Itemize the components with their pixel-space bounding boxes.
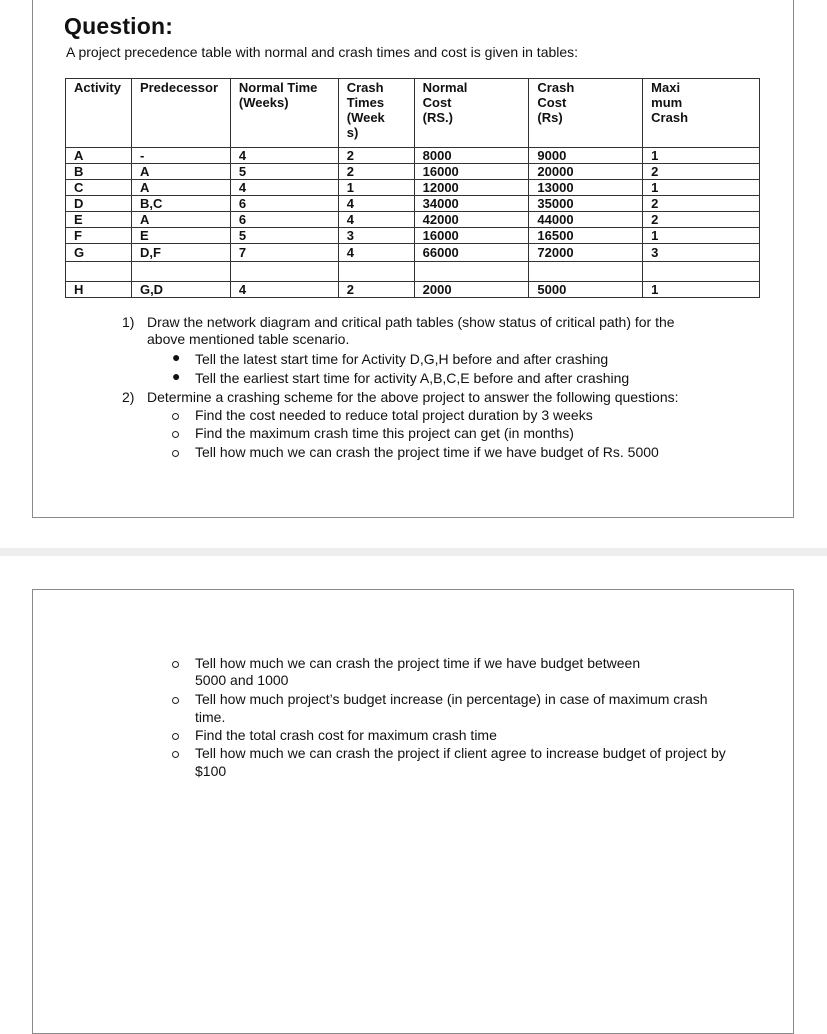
cell-crash-time: 4 [338,244,414,262]
cell-normal-time: 6 [230,212,338,228]
cell-crash-time: 4 [338,196,414,212]
table-row [66,148,760,164]
table-row [66,244,760,262]
q1-text-line2: above mentioned table scenario. [147,331,350,347]
cell-predecessor: A [131,164,230,180]
cell-maximum-crash: 1 [643,282,760,298]
cell-crash-cost: 16500 [529,228,643,244]
q1-bullet: Tell the latest start time for Activity D,G,H before and after crashing [195,351,609,367]
cell-predecessor: A [131,212,230,228]
cell-activity: C [66,180,132,196]
cell-normal-cost: 42000 [414,212,529,228]
cell-activity: H [66,282,132,298]
cell-maximum-crash: 3 [643,244,760,262]
circle-bullet-icon [172,450,179,457]
bullet-icon: ● [172,349,181,365]
cell-predecessor: E [131,228,230,244]
cell-crash-time: 2 [338,282,414,298]
header-activity: Activity [66,79,132,148]
page-separator [0,548,827,556]
q2-item: Find the cost needed to reduce total project duration by 3 weeks [195,407,593,423]
cell-normal-cost: 16000 [414,164,529,180]
circle-bullet-icon [172,431,179,438]
cell-crash-time: 2 [338,164,414,180]
cell-crash-time: 4 [338,212,414,228]
table-row [66,164,760,180]
cell-crash-cost: 72000 [529,244,643,262]
cell-normal-time: 4 [230,148,338,164]
q2-item: Tell how much we can crash the project time if we have budget of Rs. 5000 [195,444,659,460]
cell-predecessor: D,F [131,244,230,262]
page2-item-line1: Tell how much we can crash the project time if we have budget between [195,655,641,671]
page2-item-line2: $100 [195,763,227,779]
cell-crash-cost: 35000 [529,196,643,212]
cell-crash-time: 2 [338,148,414,164]
cell-maximum-crash: 2 [643,212,760,228]
cell-activity: E [66,212,132,228]
cell-normal-time: 6 [230,196,338,212]
cell-activity: G [66,244,132,262]
cell-normal-cost: 2000 [414,282,529,298]
cell-maximum-crash: 1 [643,148,760,164]
header-crash-times: Crash Times (Week s) [338,79,414,148]
cell-activity: D [66,196,132,212]
cell-normal-cost: 8000 [414,148,529,164]
q2-number: 2) [122,389,135,405]
cell-normal-time: 5 [230,164,338,180]
header-normal-cost: Normal Cost (RS.) [414,79,529,148]
question-intro: A project precedence table with normal and crash times and cost is given in tables: [66,44,579,60]
circle-bullet-icon [172,733,179,740]
table-row [66,212,760,228]
cell-activity: F [66,228,132,244]
precedence-table [65,78,760,298]
cell-crash-cost: 9000 [529,148,643,164]
cell-activity: B [66,164,132,180]
cell-crash-cost: 44000 [529,212,643,228]
table-row [66,282,760,298]
cell-maximum-crash: 1 [643,180,760,196]
cell-activity: A [66,148,132,164]
circle-bullet-icon [172,697,179,704]
cell-predecessor: A [131,180,230,196]
cell-predecessor: G,D [131,282,230,298]
cell-normal-time: 4 [230,282,338,298]
circle-bullet-icon [172,661,179,668]
header-predecessor: Predecessor [131,79,230,148]
cell-normal-time: 4 [230,180,338,196]
cell-crash-time: 3 [338,228,414,244]
question-title: Question: [64,13,174,39]
cell-maximum-crash: 2 [643,164,760,180]
table-row [66,228,760,244]
q1-bullet: Tell the earliest start time for activity A,B,C,E before and after crashing [195,370,630,386]
cell-crash-cost: 20000 [529,164,643,180]
cell-crash-cost: 5000 [529,282,643,298]
q2-item: Find the maximum crash time this project can get (in months) [195,425,574,441]
cell-crash-time: 1 [338,180,414,196]
q2-text: Determine a crashing scheme for the above project to answer the following questions: [147,389,679,405]
table-row [66,196,760,212]
page2-item-line2: time. [195,709,226,725]
bullet-icon: ● [172,368,181,384]
cell-normal-cost: 16000 [414,228,529,244]
cell-predecessor: - [131,148,230,164]
table-header-row [66,79,760,148]
q1-number: 1) [122,314,135,330]
cell-normal-time: 7 [230,244,338,262]
page2-item-line2: 5000 and 1000 [195,672,289,688]
cell-maximum-crash: 2 [643,196,760,212]
cell-normal-time: 5 [230,228,338,244]
circle-bullet-icon [172,751,179,758]
page2-item-line1: Tell how much project’s budget increase (in percentage) in case of maximum crash [195,691,708,707]
page2-item-line1: Find the total crash cost for maximum crash time [195,727,497,743]
header-maximum-crash: Maxi mum Crash [643,79,760,148]
header-normal-time: Normal Time (Weeks) [230,79,338,148]
cell-normal-cost: 66000 [414,244,529,262]
cell-maximum-crash: 1 [643,228,760,244]
table-spacer-row [66,262,760,282]
cell-normal-cost: 34000 [414,196,529,212]
cell-predecessor: B,C [131,196,230,212]
cell-crash-cost: 13000 [529,180,643,196]
cell-normal-cost: 12000 [414,180,529,196]
table-row [66,180,760,196]
page2-item-line1: Tell how much we can crash the project if client agree to increase budget of project by [195,745,726,761]
q1-text-line1: Draw the network diagram and critical path tables (show status of critical path) for the [147,314,675,330]
circle-bullet-icon [172,413,179,420]
header-crash-cost: Crash Cost (Rs) [529,79,643,148]
